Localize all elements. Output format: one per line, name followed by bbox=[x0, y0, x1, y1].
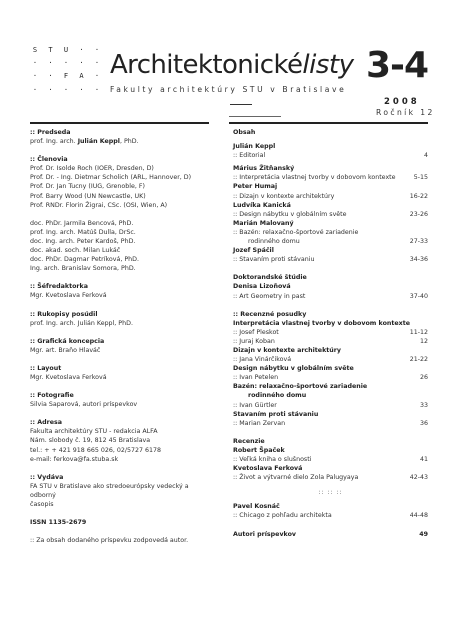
toc-entry[interactable]: :: Stavaním proti stávaniu 34-36 bbox=[233, 256, 428, 264]
toc-author: Peter Humaj bbox=[233, 183, 278, 191]
toc-section-heading: Doktorandské štúdie bbox=[233, 274, 307, 282]
member: doc. akad. soch. Milan Lukáč bbox=[30, 247, 121, 255]
toc-author: Márius Žitňanský bbox=[233, 165, 295, 173]
review-title: Design nábytku v globálním světe bbox=[233, 365, 354, 373]
review-title: Interpretácia vlastnej tvorby v dobovom kontexte bbox=[233, 319, 411, 327]
toc-author: Denisa Lizoňová bbox=[233, 283, 291, 291]
layout-credit: Mgr. Kvetoslava Ferková bbox=[30, 373, 107, 381]
separator-stars: :: :: :: bbox=[318, 489, 343, 497]
member: doc. PhDr. Dagmar Petríková, PhD. bbox=[30, 256, 140, 264]
toc-entry[interactable]: :: Josef Pleskot 11-12 bbox=[233, 328, 428, 336]
title-main: Architektonické bbox=[110, 50, 303, 80]
member: Prof. Dr. Isolde Roch (IOER, Dresden, D) bbox=[30, 165, 154, 173]
designer: Mgr. art. Braňo Hlaváč bbox=[30, 346, 101, 354]
logo-row: · · · · · bbox=[32, 59, 100, 67]
section-heading: :: Rukopisy posúdil bbox=[30, 310, 98, 318]
section-heading: :: Adresa bbox=[30, 419, 62, 427]
toc-entry[interactable]: :: Ivan Petelen 26 bbox=[233, 374, 428, 382]
logo-row: · · · · · bbox=[32, 86, 100, 94]
publisher-line: FA STU v Bratislave ako stredoeurópsky vedecký a odborný bbox=[30, 482, 189, 499]
toc-entry[interactable]: :: Ivan Gürtler 33 bbox=[233, 401, 428, 409]
toc-author: Ludvíka Kanická bbox=[233, 201, 291, 209]
divider-left bbox=[30, 122, 209, 124]
editorial-board bbox=[30, 128, 211, 545]
logo-row: · · F A · bbox=[32, 72, 100, 80]
address-line: Nám. slobody č. 19, 812 45 Bratislava bbox=[30, 437, 151, 445]
divider bbox=[229, 116, 281, 117]
section-heading: :: Predseda bbox=[30, 129, 71, 136]
year: 2008 bbox=[384, 97, 420, 107]
title-accent: listy bbox=[302, 50, 354, 80]
toc-entry[interactable]: :: Chicago z pohľadu architekta 44-48 bbox=[233, 512, 428, 520]
review-title-cont: rodinného domu bbox=[248, 392, 307, 400]
photo-credit: Silvia Saparová, autori príspevkov bbox=[30, 401, 138, 409]
disclaimer: :: Za obsah dodaného príspevku zodpovedá autor. bbox=[30, 537, 189, 545]
address-line: Fakulta architektúry STU - redakcia ALFA bbox=[30, 428, 158, 436]
toc-entry[interactable]: :: Život a výtvarné dielo Zola Palugyaya 42-43 bbox=[233, 474, 428, 482]
section-heading: :: Layout bbox=[30, 364, 62, 372]
publisher-line: časopis bbox=[30, 501, 54, 508]
toc-entry[interactable]: :: Veľká kniha o slušnosti 41 bbox=[233, 456, 428, 463]
chair: prof. Ing. arch. Julián Keppl, PhD. bbox=[30, 138, 139, 146]
toc-author: Pavel Kosnáč bbox=[233, 503, 280, 511]
member: doc. Ing. arch. Peter Kardoš, PhD. bbox=[30, 237, 136, 245]
toc-entry[interactable]: rodinného domu 27-33 bbox=[248, 238, 428, 246]
toc-entry[interactable]: :: Juraj Koban 12 bbox=[233, 337, 428, 345]
member: doc. PhDr. Jarmila Bencová, PhD. bbox=[30, 219, 134, 227]
member: Prof. Dr. Jan Tucny (IUG, Grenoble, F) bbox=[30, 183, 145, 191]
member: Prof. Dr. - Ing. Dietmar Scholich (ARL, Hannover, D) bbox=[30, 174, 192, 182]
toc-author: Kvetoslava Ferková bbox=[233, 465, 303, 473]
toc-entry[interactable]: :: Editorial 4 bbox=[233, 151, 428, 159]
section-heading: :: Vydáva bbox=[30, 473, 64, 481]
address-line: tel.: + + 421 918 665 026, 02/5727 6178 bbox=[30, 446, 162, 454]
section-heading: :: Členovia bbox=[30, 156, 68, 164]
divider bbox=[230, 104, 252, 105]
journal-title bbox=[110, 50, 353, 80]
toc-entry-authors[interactable]: Autori príspevkov 49 bbox=[233, 530, 428, 538]
logo-row: S T U · · bbox=[32, 46, 100, 54]
toc-author: Julián Keppl bbox=[233, 142, 276, 150]
stu-fa-logo bbox=[30, 45, 102, 95]
toc-heading: Obsah bbox=[233, 129, 256, 136]
toc-entry[interactable]: :: Dizajn v kontexte architektúry 16-22 bbox=[233, 192, 428, 200]
editor: Mgr. Kvetoslava Ferková bbox=[30, 292, 107, 300]
member: Prof. Barry Wood (UN Newcastle, UK) bbox=[30, 192, 146, 200]
review-title: Dizajn v kontexte architektúry bbox=[233, 346, 341, 354]
toc-author: Marián Malovaný bbox=[233, 219, 294, 227]
toc-entry[interactable]: :: Art Geometry in past 37-40 bbox=[233, 292, 428, 300]
toc-entry[interactable]: :: Jana Vinárčiková 21-22 bbox=[233, 356, 428, 364]
member: prof. Ing. arch. Matúš Dulla, DrSc. bbox=[30, 228, 136, 236]
issn: ISSN 1135-2679 bbox=[30, 519, 87, 527]
toc-section-heading: :: Recenzné posudky bbox=[233, 310, 307, 318]
section-heading: :: Šéfredaktorka bbox=[30, 283, 88, 291]
toc-entry[interactable]: :: Interpretácia vlastnej tvorby v dobovom kontexte 5-15 bbox=[233, 174, 428, 182]
reviewer: prof. Ing. arch. Julián Keppl, PhD. bbox=[30, 319, 133, 327]
review-title: Stavaním proti stávaniu bbox=[233, 410, 319, 418]
toc-section-heading: Recenzie bbox=[233, 437, 265, 445]
review-title: Bazén: relaxačno-športové zariadenie bbox=[233, 383, 368, 391]
member: Ing. arch. Branislav Somora, PhD. bbox=[30, 265, 136, 273]
volume: Ročník 12 bbox=[376, 108, 435, 117]
section-heading: :: Fotografie bbox=[30, 392, 74, 400]
divider-right bbox=[229, 122, 428, 124]
toc-entry[interactable]: :: Design nábytku v globálním světe 23-26 bbox=[233, 210, 428, 218]
faculty-subtitle: Fakulty architektúry STU v Bratislave bbox=[110, 85, 347, 94]
toc-entry-line[interactable]: :: Bazén: relaxačno-športové zariadenie bbox=[233, 228, 359, 236]
issue-number: 3-4 bbox=[366, 45, 429, 86]
section-heading: :: Grafická koncepcia bbox=[30, 337, 105, 345]
toc-author: Jozef Spáčil bbox=[233, 247, 274, 255]
table-of-contents bbox=[233, 128, 428, 539]
toc-entry[interactable]: :: Marian Zervan 36 bbox=[233, 419, 428, 427]
toc-author: Robert Špaček bbox=[233, 446, 285, 454]
member: Prof. RNDr. Florin Žigrai, CSc. (OSI, Wien, A) bbox=[30, 201, 168, 209]
email: e-mail: ferkova@fa.stuba.sk bbox=[30, 455, 119, 463]
